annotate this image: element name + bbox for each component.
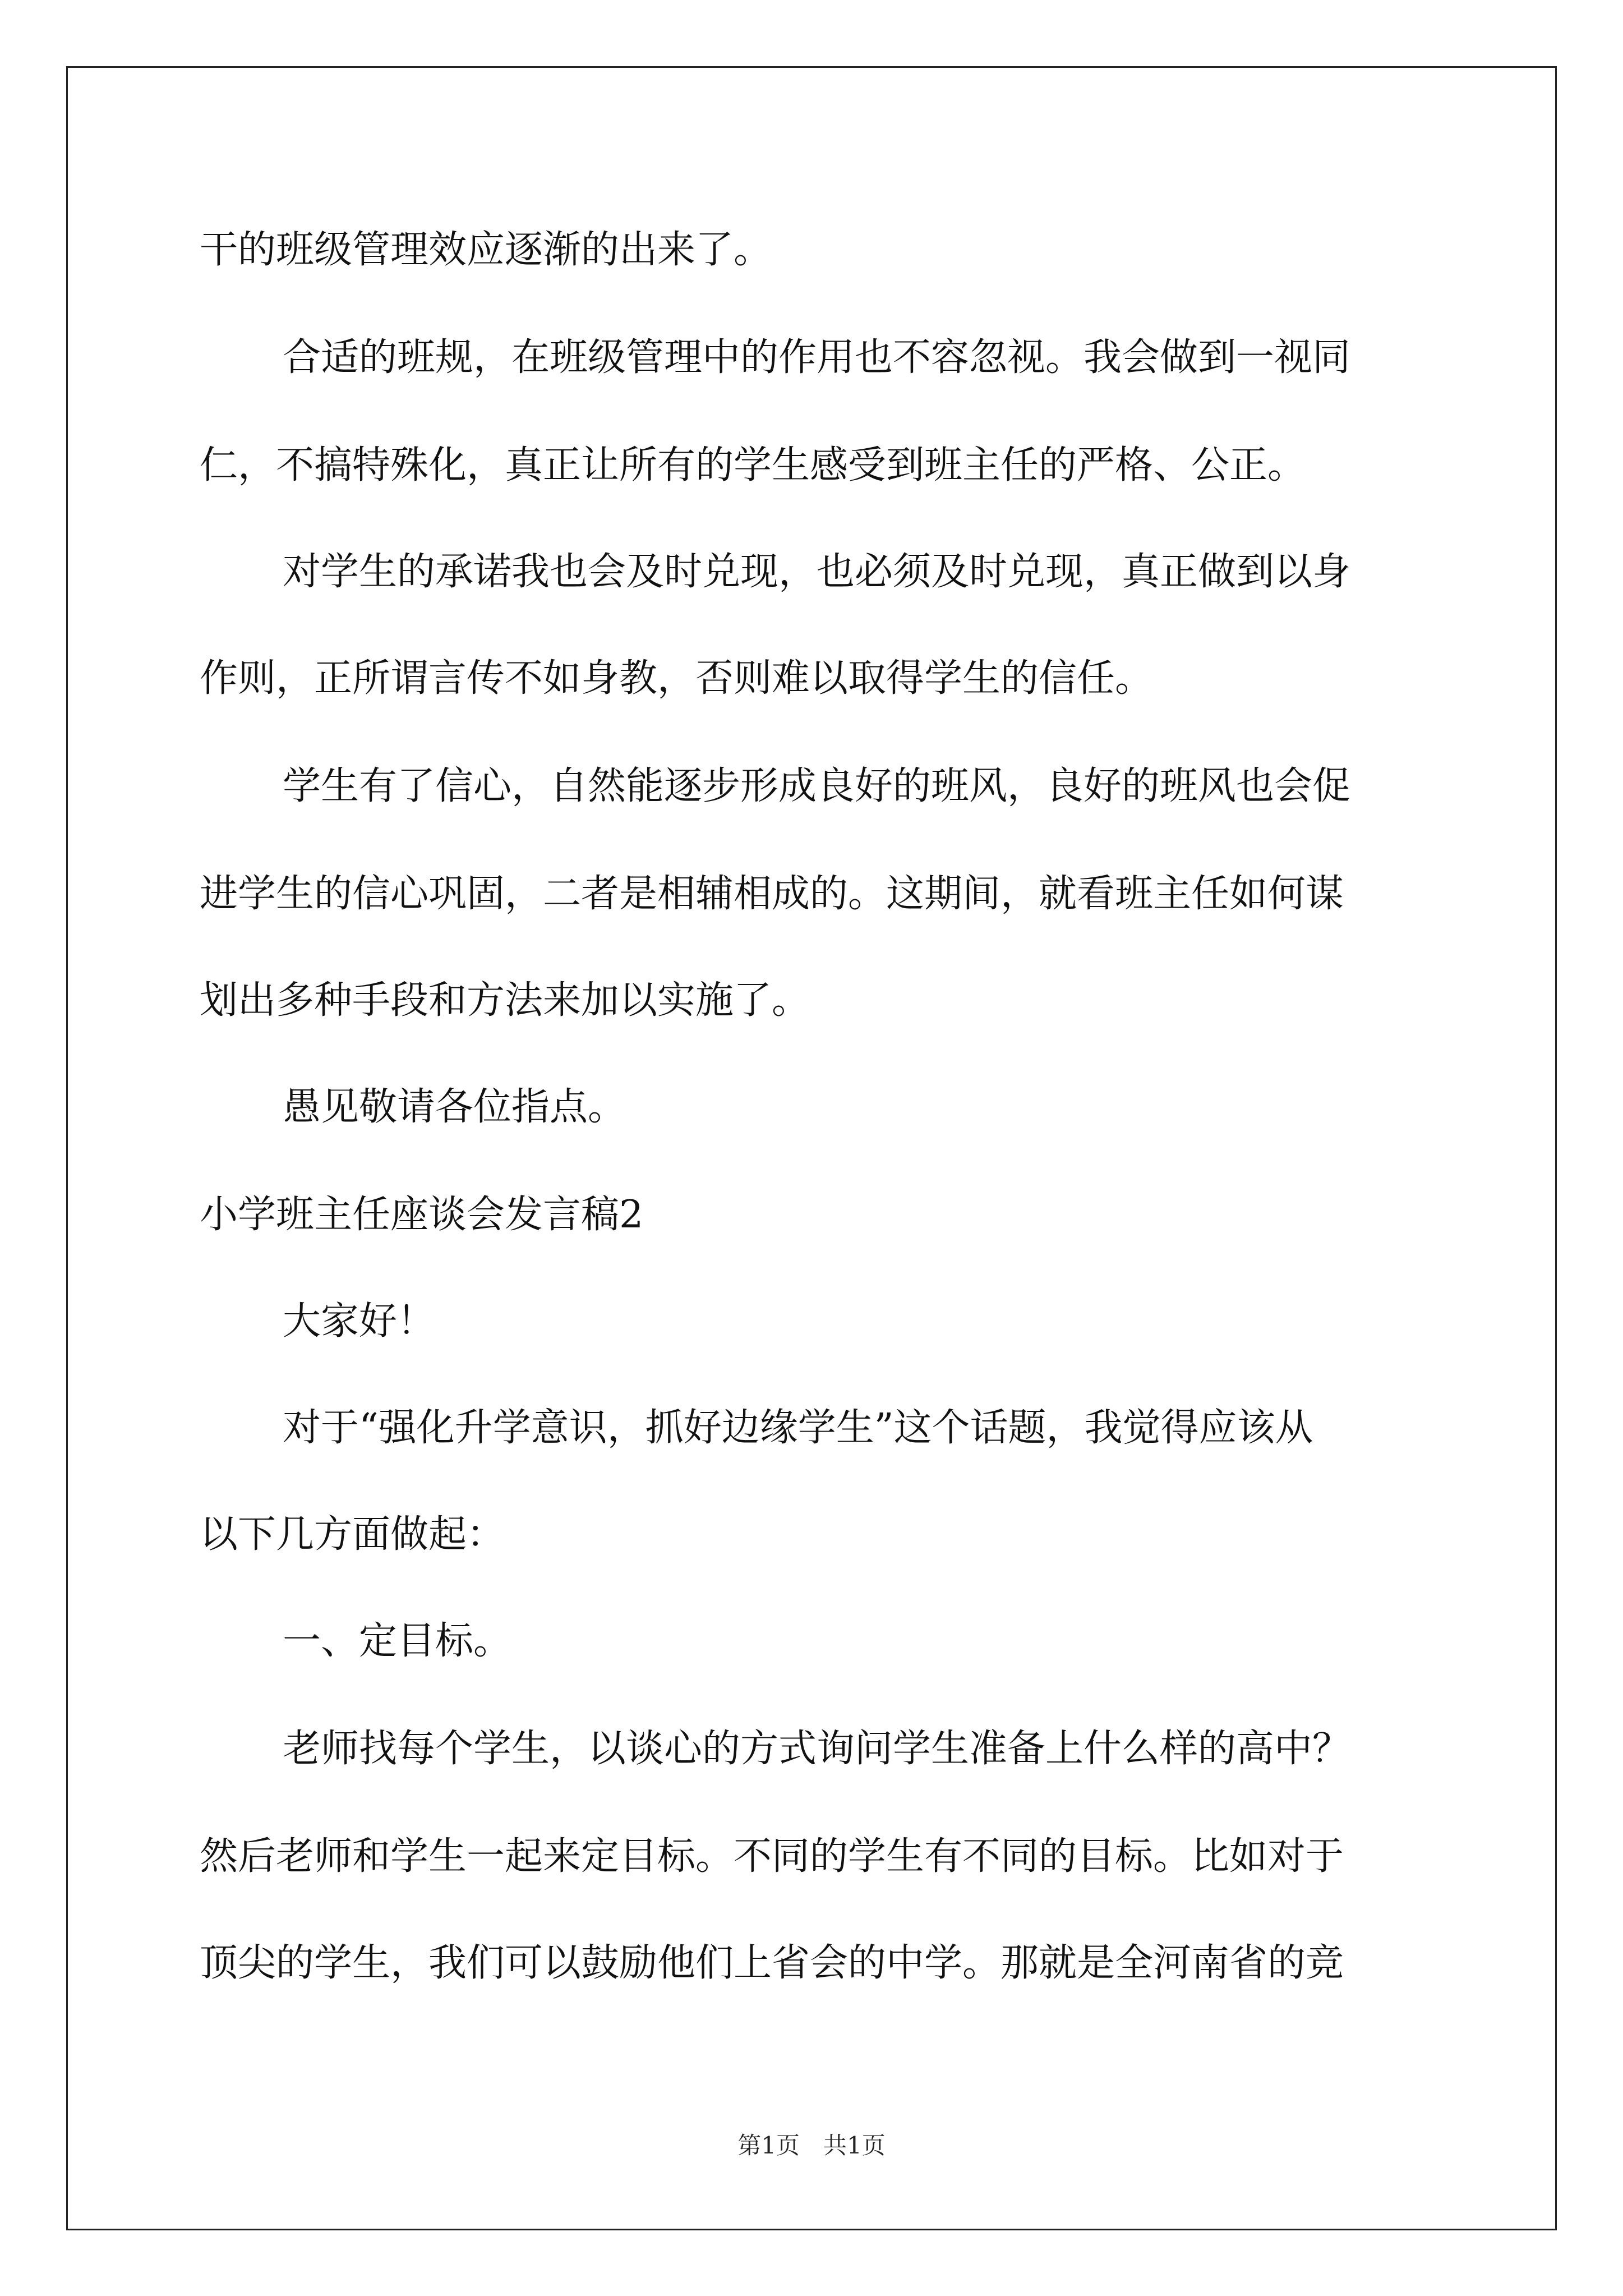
- section-heading: 小学班主任座谈会发言稿2: [200, 1193, 644, 1237]
- text-line: 干的班级管理效应逐渐的出来了。: [200, 228, 772, 272]
- text-line: 老师找每个学生，以谈心的方式询问学生准备上什么样的高中？: [283, 1727, 1351, 1771]
- text-line: 愚见敬请各位指点。: [283, 1085, 626, 1129]
- text-line: 大家好！: [283, 1299, 436, 1343]
- text-line: 然后老师和学生一起来定目标。不同的学生有不同的目标。比如对于: [200, 1834, 1344, 1879]
- text-line: 作则，正所谓言传不如身教，否则难以取得学生的信任。: [200, 656, 1154, 701]
- page-footer: 第1页 共1页: [737, 2132, 886, 2159]
- text-line: 合适的班规，在班级管理中的作用也不容忽视。我会做到一视同: [283, 335, 1351, 380]
- text-line: 顶尖的学生，我们可以鼓励他们上省会的中学。那就是全河南省的竞: [200, 1941, 1344, 1985]
- text-line: 对于“强化升学意识，抓好边缘学生”这个话题，我觉得应该从: [283, 1406, 1313, 1450]
- page-border: [66, 66, 1557, 2230]
- text-line: 对学生的承诺我也会及时兑现，也必须及时兑现，真正做到以身: [283, 550, 1351, 594]
- text-line: 进学生的信心巩固，二者是相辅相成的。这期间，就看班主任如何谋: [200, 872, 1344, 916]
- text-line: 以下几方面做起：: [200, 1512, 505, 1557]
- text-line: 仁，不搞特殊化，真正让所有的学生感受到班主任的严格、公正。: [200, 443, 1306, 487]
- text-line: 学生有了信心，自然能逐步形成良好的班风，良好的班风也会促: [283, 764, 1351, 808]
- text-line: 一、定目标。: [283, 1619, 512, 1663]
- text-line: 划出多种手段和方法来加以实施了。: [200, 978, 810, 1023]
